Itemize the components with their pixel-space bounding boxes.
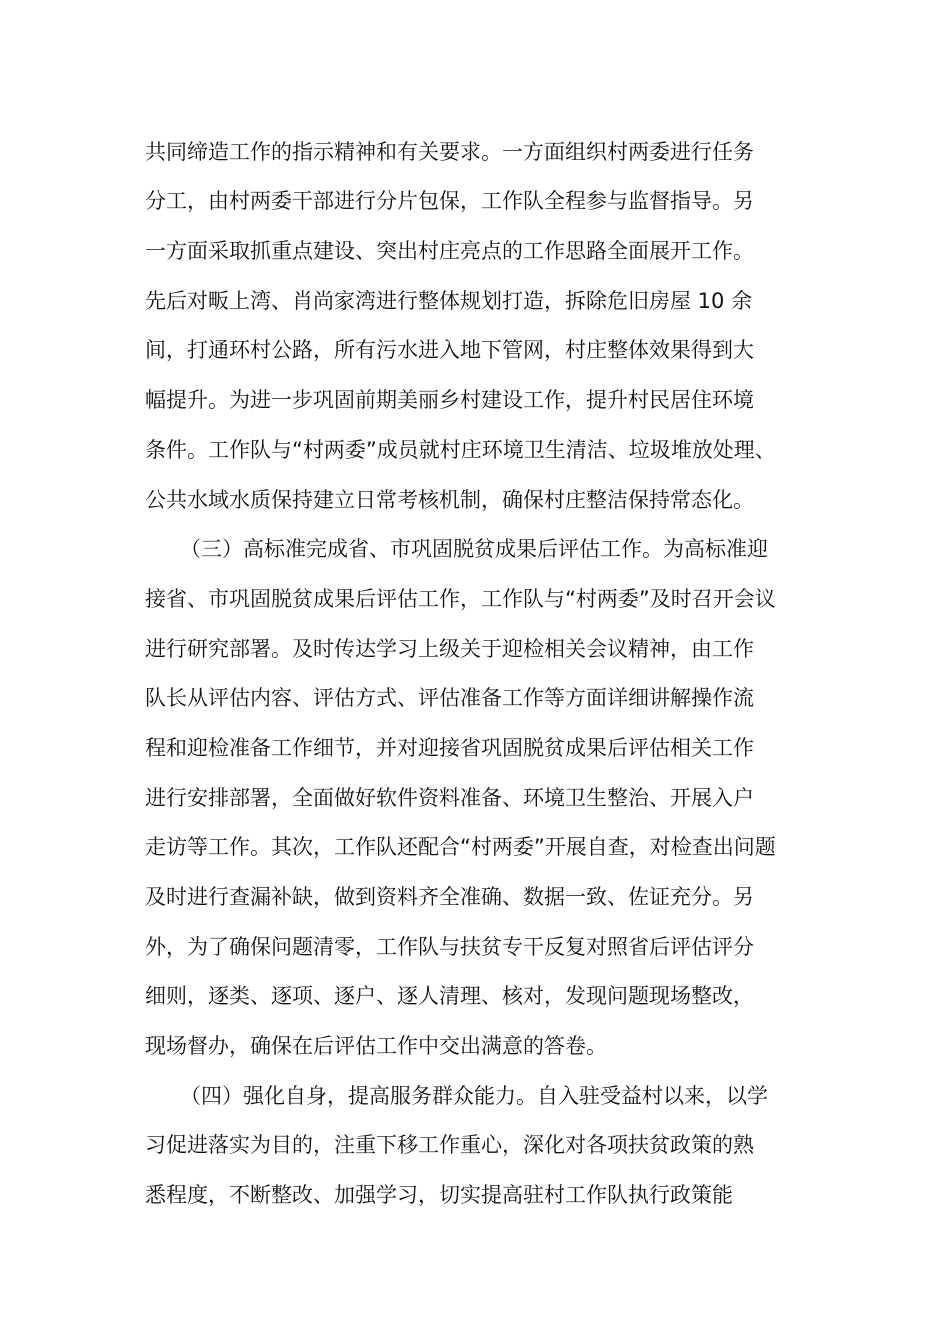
text-line: 进行安排部署，全面做好软件资料准备、环境卫生整治、开展入户 [145,786,754,810]
text-line: 进行研究部署。及时传达学习上级关于迎检相关会议精神，由工作 [145,637,754,661]
text-line: 及时进行查漏补缺，做到资料齐全准确、数据一致、佐证充分。另 [145,885,754,909]
text-line: 走访等工作。其次，工作队还配合“村两委”开展自查，对检查出问题 [145,835,776,859]
paragraph-heading-line: （三）高标准完成省、市巩固脱贫成果后评估工作。为高标准迎 [180,537,768,561]
text-line: 悉程度，不断整改、加强学习，切实提高驻村工作队执行政策能 [145,1183,733,1207]
text-line: 细则，逐类、逐项、逐户、逐人清理、核对，发现问题现场整改， [145,984,754,1008]
text-line: 公共水域水质保持建立日常考核机制，确保村庄整洁保持常态化。 [145,488,754,512]
text-line: 现场督办，确保在后评估工作中交出满意的答卷。 [145,1034,607,1058]
text-line: 间，打通环村公路，所有污水进入地下管网，村庄整体效果得到大 [145,338,754,362]
text-line: 分工，由村两委干部进行分片包保，工作队全程参与监督指导。另 [145,189,754,213]
text-line: 幅提升。为进一步巩固前期美丽乡村建设工作，提升村民居住环境 [145,388,754,412]
text-line: 队长从评估内容、评估方式、评估准备工作等方面详细讲解操作流 [145,686,754,710]
paragraph-heading-line: （四）强化自身，提高服务群众能力。自入驻受益村以来，以学 [180,1084,768,1108]
text-line: 先后对畈上湾、肖尚家湾进行整体规划打造，拆除危旧房屋 10 余 [145,289,753,313]
text-line: 一方面采取抓重点建设、突出村庄亮点的工作思路全面展开工作。 [145,239,754,263]
text-line: 程和迎检准备工作细节，并对迎接省巩固脱贫成果后评估相关工作 [145,736,754,760]
text-line: 接省、市巩固脱贫成果后评估工作，工作队与“村两委”及时召开会议 [145,587,776,611]
text-line: 共同缔造工作的指示精神和有关要求。一方面组织村两委进行任务 [145,140,754,164]
text-line: 习促进落实为目的，注重下移工作重心，深化对各项扶贫政策的熟 [145,1133,754,1157]
text-line: 外，为了确保问题清零，工作队与扶贫专干反复对照省后评估评分 [145,935,754,959]
text-line: 条件。工作队与“村两委”成员就村庄环境卫生清洁、垃圾堆放处理、 [145,438,776,462]
